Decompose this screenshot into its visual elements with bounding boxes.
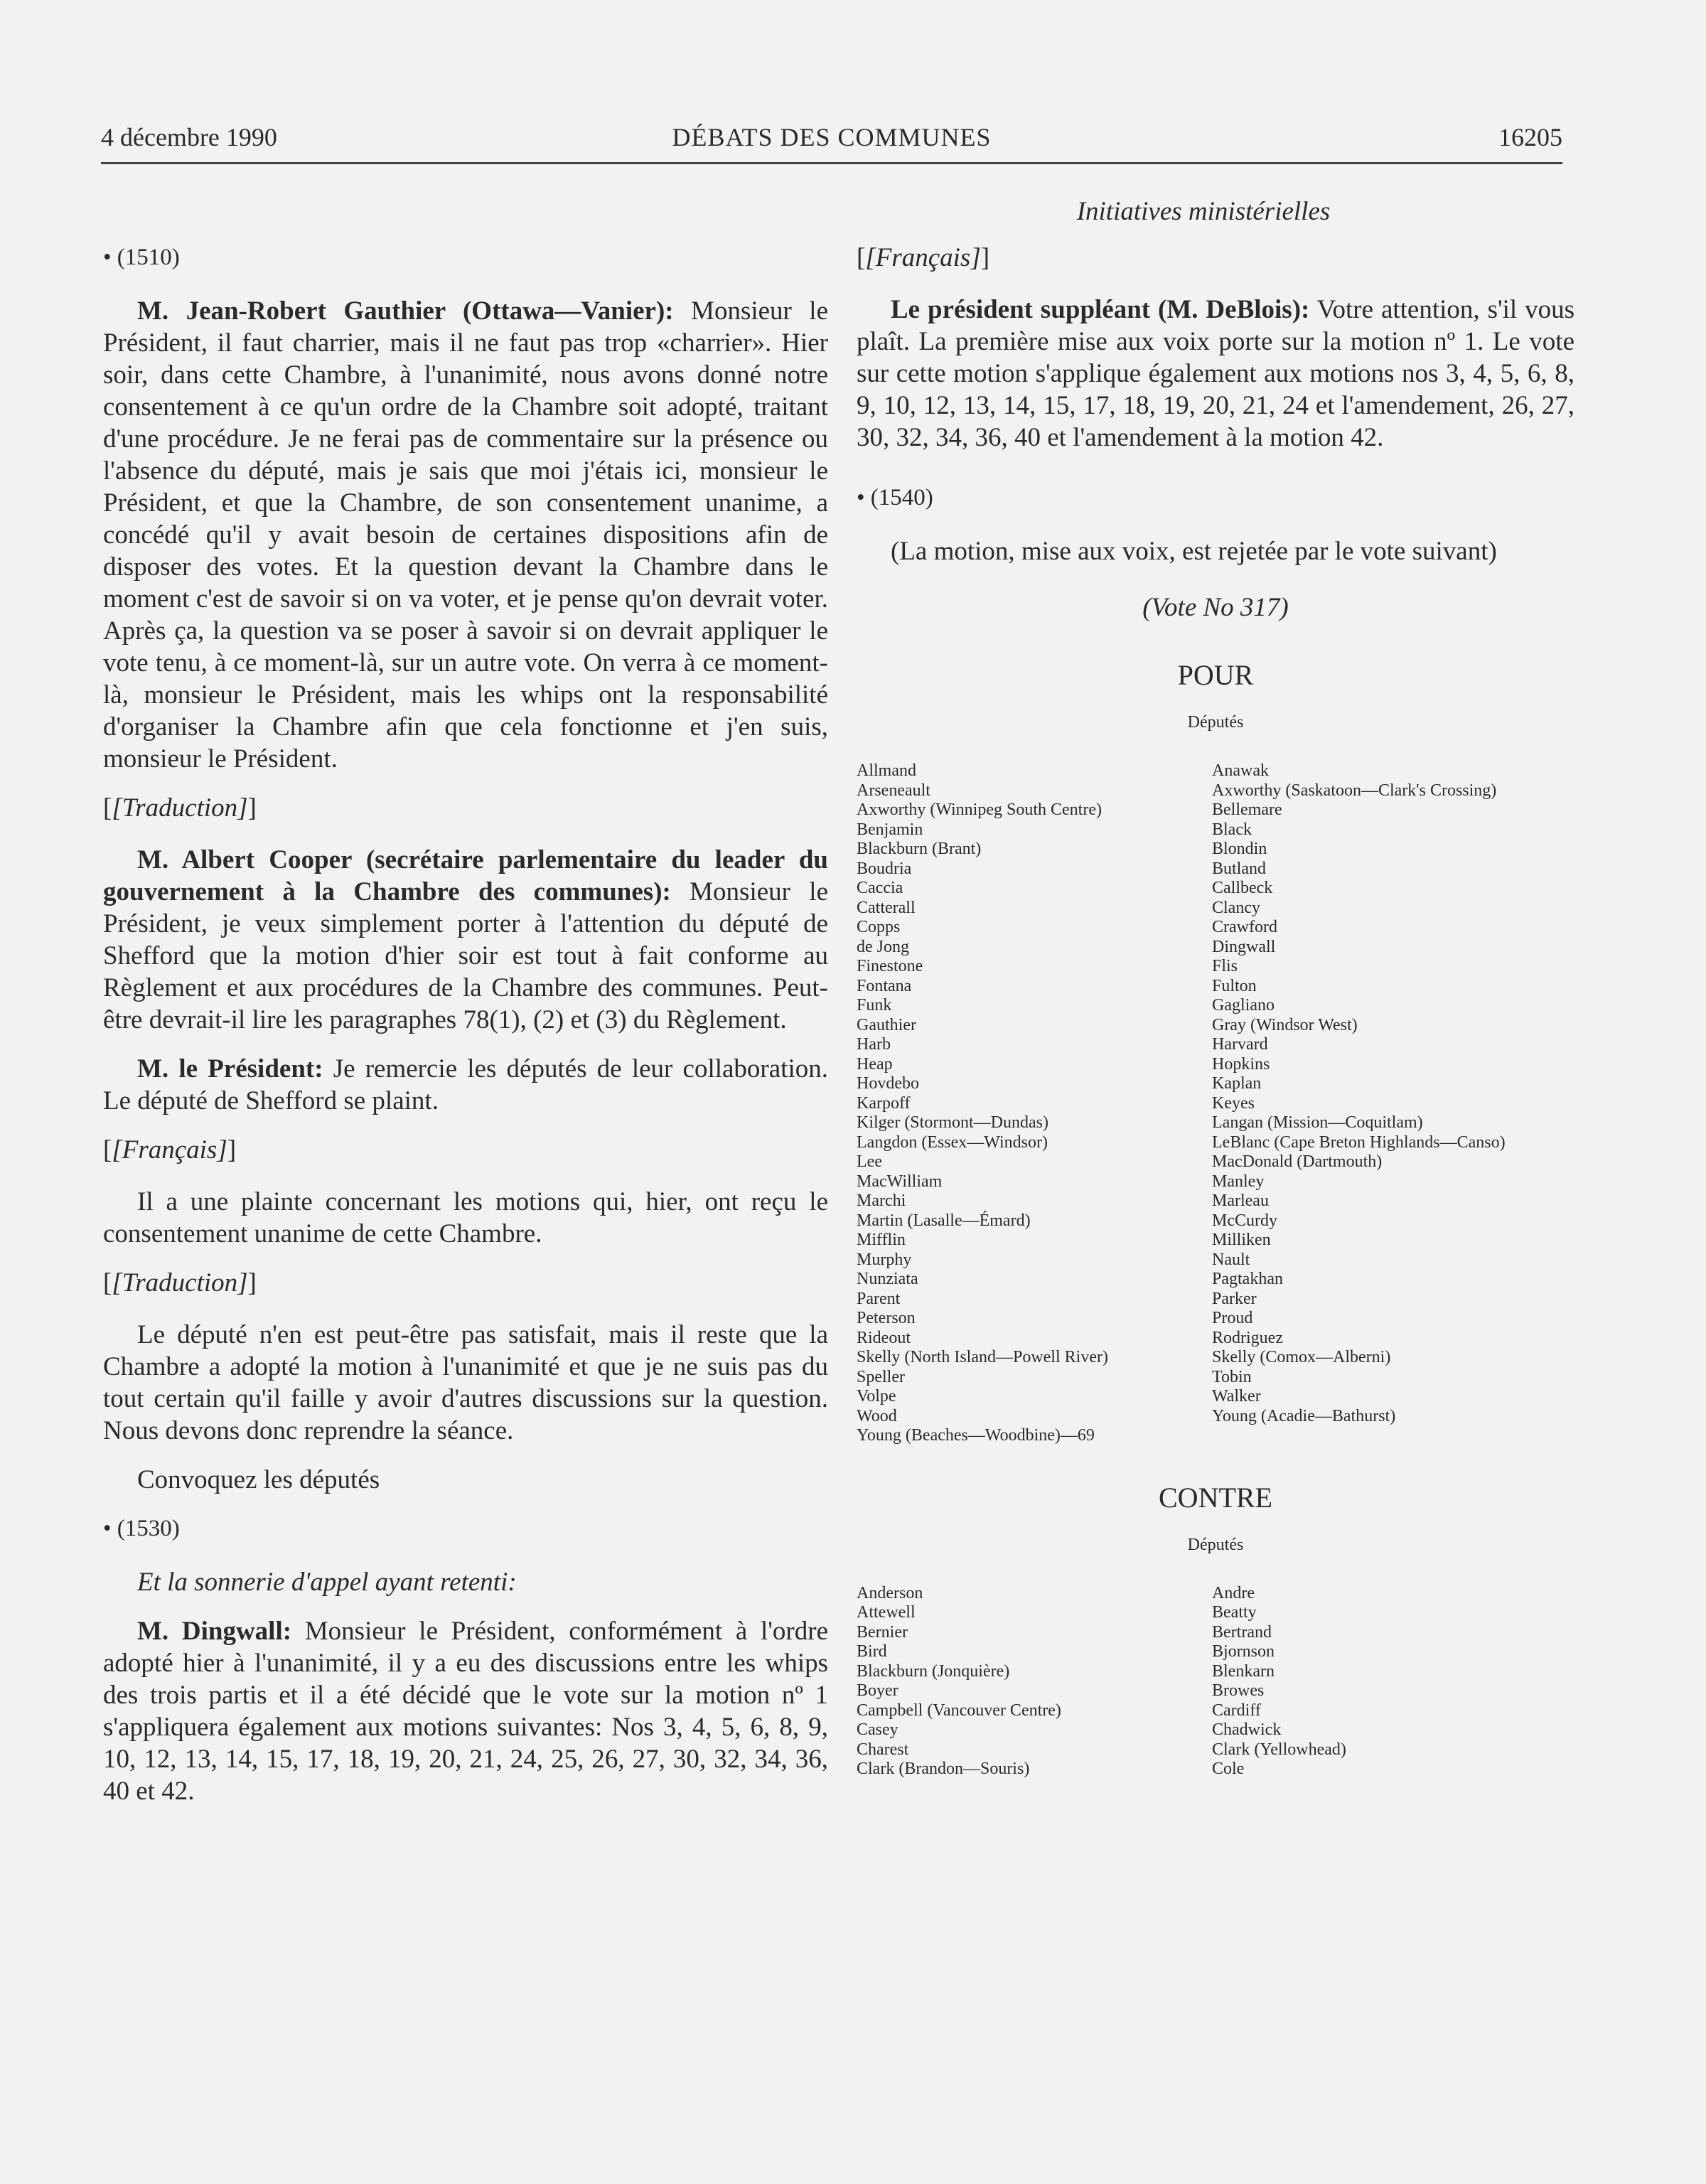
pour-title: POUR <box>1177 659 1254 691</box>
depute-name: Young (Beaches—Woodbine)—69 <box>857 1426 1095 1445</box>
header-date: 4 décembre 1990 <box>101 123 277 151</box>
language-tag-text: [Français] <box>112 1135 227 1165</box>
depute-name: Milliken <box>1212 1231 1271 1249</box>
depute-name: Bird <box>857 1642 887 1661</box>
depute-name: Crawford <box>1212 918 1277 936</box>
dingwall-paragraph <box>103 1615 828 1807</box>
contre-names <box>857 1584 1574 1779</box>
depute-name: Pagtakhan <box>1212 1270 1283 1288</box>
depute-name: Anawak <box>1212 761 1269 780</box>
deblois-paragraph <box>857 294 1574 454</box>
speech-text: Monsieur le Président, conformément à l'ordre adopté hier à l'unanimité, il y a eu des discussions entre les whips des trois partis et il a été décidé que le vote sur la motion nº 1 s'appliquera également aux motions suivantes: Nos 3, 4, 5, 6, 8, 9, 10, 12, 13, 14, 15, 17, 18, 19, 20, 21, 24, 25, 26, 27, 30, 32, 34, 36, 40 et 42. <box>103 1617 828 1806</box>
depute-name: Rideout <box>857 1328 911 1347</box>
depute-name: Black <box>1212 820 1252 839</box>
depute-name: Fontana <box>857 976 912 995</box>
page-number: 16205 <box>1498 123 1562 151</box>
time-marker: • (1530) <box>103 1516 180 1541</box>
page-header <box>101 122 1562 159</box>
depute-name: Blackburn (Brant) <box>857 840 982 858</box>
sonnerie-paragraph: Et la sonnerie d'appel ayant retenti: <box>137 1568 517 1597</box>
depute-name: de Jong <box>857 937 909 956</box>
depute-name: Peterson <box>857 1309 916 1327</box>
depute-name: Browes <box>1212 1681 1265 1700</box>
contre-title: CONTRE <box>1159 1481 1272 1514</box>
depute-name: Skelly (North Island—Powell River) <box>857 1348 1108 1366</box>
depute-name: Beatty <box>1212 1603 1257 1622</box>
depute-name: McCurdy <box>1212 1211 1277 1230</box>
depute-name: Gagliano <box>1212 996 1275 1015</box>
plainte-paragraph: Il a une plainte concernant les motions qui, hier, ont reçu le consentement unanime de cette Chambre. <box>103 1187 828 1248</box>
depute-name: Andre <box>1212 1583 1255 1602</box>
depute-name: Parent <box>857 1289 901 1308</box>
depute-name: Manley <box>1212 1172 1265 1191</box>
gauthier-paragraph <box>103 295 828 775</box>
depute-name: Benjamin <box>857 820 923 839</box>
pour-names <box>857 761 1574 1446</box>
depute-name: Allmand <box>857 761 916 780</box>
depute-name: Attewell <box>857 1603 916 1622</box>
depute-name: Harvard <box>1212 1035 1268 1054</box>
depute-name: Callbeck <box>1212 879 1273 897</box>
depute-name: Marleau <box>1212 1192 1269 1210</box>
depute-name: Skelly (Comox—Alberni) <box>1212 1348 1391 1366</box>
depute-name: Clancy <box>1212 898 1260 917</box>
depute-name: Axworthy (Winnipeg South Centre) <box>857 801 1102 819</box>
depute-name: Marchi <box>857 1192 906 1210</box>
speaker-name: M. Dingwall: <box>137 1617 292 1646</box>
convoquez-paragraph: Convoquez les députés <box>137 1465 380 1494</box>
language-tag-text: [Traduction] <box>112 793 248 823</box>
speech-text: Votre attention, s'il vous plaît. La première mise aux voix porte sur la motion nº 1. Le vote sur cette motion s'applique également aux motions nos 3, 4, 5, 6, 8, 9, 10, 12, 13, 14, 15, 17, 18, 19, 20, 21, 24 et l'amendement, 26, 27, 30, 32, 34, 36, 40 et l'amendement à la motion 42. <box>857 295 1574 452</box>
depute-name: Cardiff <box>1212 1701 1261 1720</box>
speech-text: Je remercie les députés de leur collaboration. Le député de Shefford se plaint. <box>103 1054 828 1115</box>
depute-name: Rodriguez <box>1212 1328 1283 1347</box>
depute-name: Caccia <box>857 879 903 897</box>
depute-name: Martin (Lasalle—Émard) <box>857 1211 1031 1230</box>
depute-name: Harb <box>857 1035 891 1054</box>
speaker-name: M. le Président: <box>137 1054 323 1083</box>
depute-name: Kilger (Stormont—Dundas) <box>857 1113 1048 1132</box>
contre-deputes-heading: Députés <box>1187 1535 1244 1554</box>
depute-name: Young (Acadie—Bathurst) <box>1212 1406 1396 1425</box>
right-column <box>857 242 1574 1779</box>
depute-name: Fulton <box>1212 976 1257 995</box>
depute-name: Catterall <box>857 898 916 917</box>
depute-name: Flis <box>1212 957 1238 975</box>
depute-name: Wood <box>857 1406 897 1425</box>
vote-title: (Vote No 317) <box>1142 593 1289 622</box>
depute-name: MacWilliam <box>857 1172 943 1191</box>
depute-name: Axworthy (Saskatoon—Clark's Crossing) <box>1212 781 1497 800</box>
depute-name: Campbell (Vancouver Centre) <box>857 1701 1061 1720</box>
pour-names-col1 <box>857 761 1212 1446</box>
section-title: Initiatives ministérielles <box>1076 197 1331 226</box>
language-tag-text: [Traduction] <box>112 1268 248 1297</box>
depute-name: Hopkins <box>1212 1054 1270 1074</box>
depute-name: MacDonald (Dartmouth) <box>1212 1152 1383 1171</box>
language-tag: [[Traduction]] <box>103 1268 257 1297</box>
speaker-name: M. Jean-Robert Gauthier (Ottawa—Vanier): <box>137 296 674 326</box>
depute-name: Tobin <box>1212 1367 1252 1386</box>
depute-name: Cole <box>1212 1760 1245 1778</box>
pour-deputes-heading: Députés <box>1187 713 1244 732</box>
satisfait-paragraph: Le député n'en est peut-être pas satisfait, mais il reste que la Chambre a adopté la motion à l'unanimité et que je ne suis pas du tout certain qu'il faille y avoir d'autres discussions sur la question. Nous devons donc reprendre la séance. <box>103 1320 828 1445</box>
depute-name: Anderson <box>857 1583 923 1602</box>
depute-name: Mifflin <box>857 1231 906 1249</box>
depute-name: Volpe <box>857 1387 896 1406</box>
depute-name: Heap <box>857 1054 893 1074</box>
depute-name: Chadwick <box>1212 1720 1282 1739</box>
language-tag-text: [Français] <box>865 243 981 272</box>
depute-name: Kaplan <box>1212 1074 1262 1093</box>
depute-name: Blenkarn <box>1212 1661 1275 1681</box>
pour-names-col2 <box>1212 761 1567 1446</box>
speaker-name: M. Albert Cooper (secrétaire parlementaire du leader du gouvernement à la Chambre des communes): <box>103 845 828 906</box>
header-title: DÉBATS DES COMMUNES <box>672 123 992 151</box>
depute-name: Karpoff <box>857 1093 911 1113</box>
depute-name: Butland <box>1212 859 1266 878</box>
depute-name: Bernier <box>857 1622 908 1642</box>
left-column <box>103 242 828 1824</box>
depute-name: Gray (Windsor West) <box>1212 1015 1358 1034</box>
contre-names-col2 <box>1212 1584 1567 1779</box>
depute-name: Lee <box>857 1152 882 1171</box>
depute-name: Bjornson <box>1212 1642 1275 1661</box>
depute-name: Blondin <box>1212 840 1267 858</box>
depute-name: Clark (Yellowhead) <box>1212 1740 1346 1759</box>
language-tag: [[Français]] <box>857 243 990 272</box>
depute-name: Bertrand <box>1212 1622 1272 1642</box>
depute-name: Casey <box>857 1720 898 1739</box>
language-tag: [[Français]] <box>103 1135 237 1165</box>
depute-name: Boyer <box>857 1681 898 1700</box>
contre-names-col1 <box>857 1584 1212 1779</box>
speech-text: Monsieur le Président, je veux simplement porter à l'attention du député de Shefford que la motion d'hier soir est tout à fait conforme au Règlement et aux procédures de la Chambre des communes. Peut-être devrait-il lire les paragraphes 78(1), (2) et (3) du Règlement. <box>103 877 828 1034</box>
motion-result: (La motion, mise aux voix, est rejetée par le vote suivant) <box>891 537 1497 566</box>
depute-name: Hovdebo <box>857 1074 919 1093</box>
depute-name: Finestone <box>857 957 923 975</box>
speaker-name: Le président suppléant (M. DeBlois): <box>891 295 1310 324</box>
depute-name: Langan (Mission—Coquitlam) <box>1212 1113 1423 1132</box>
depute-name: LeBlanc (Cape Breton Highlands—Canso) <box>1212 1133 1506 1152</box>
time-marker: • (1540) <box>857 485 933 510</box>
depute-name: Langdon (Essex—Windsor) <box>857 1133 1048 1152</box>
depute-name: Proud <box>1212 1309 1253 1327</box>
header-rule <box>101 162 1562 164</box>
depute-name: Bellemare <box>1212 801 1282 819</box>
depute-name: Walker <box>1212 1387 1261 1406</box>
depute-name: Blackburn (Jonquière) <box>857 1661 1010 1681</box>
depute-name: Funk <box>857 996 892 1015</box>
depute-name: Murphy <box>857 1250 912 1269</box>
depute-name: Arseneault <box>857 781 930 800</box>
depute-name: Boudria <box>857 859 912 878</box>
depute-name: Keyes <box>1212 1093 1255 1113</box>
depute-name: Charest <box>857 1740 909 1759</box>
depute-name: Copps <box>857 918 901 936</box>
time-marker: • (1510) <box>103 245 180 270</box>
cooper-paragraph <box>103 844 828 1036</box>
president-paragraph <box>103 1053 828 1117</box>
speech-text: Monsieur le Président, il faut charrier, mais il ne faut pas trop «charrier». Hier soir, dans cette Chambre, à l'unanimité, nous avons donné notre consentement à ce qu'un ordre de la Chambre soit adopté, traitant d'une procédure. Je ne ferai pas de commentaire sur la présence ou l'absence du député, mais je sais que moi j'étais ici, monsieur le Président, et que la Chambre, de son consentement unanime, a concédé qu'il y avait besoin de certaines dispositions afin de disposer des votes. Et la question devant la Chambre dans le moment c'est de savoir si on va voter, et je pense qu'on devrait voter. Après ça, la question va se poser à savoir si on devrait appliquer le vote tenu, à ce moment-là, sur un autre vote. On verra à ce moment-là, monsieur le Président, mais les whips ont la responsabilité d'organiser la Chambre afin que cela fonctionne et j'en suis, monsieur le Président. <box>103 296 829 774</box>
depute-name: Parker <box>1212 1289 1257 1308</box>
depute-name: Clark (Brandon—Souris) <box>857 1760 1030 1778</box>
depute-name: Speller <box>857 1367 905 1386</box>
depute-name: Gauthier <box>857 1015 916 1034</box>
depute-name: Nunziata <box>857 1270 918 1288</box>
depute-name: Nault <box>1212 1250 1250 1269</box>
language-tag: [[Traduction]] <box>103 793 257 823</box>
depute-name: Dingwall <box>1212 937 1276 956</box>
